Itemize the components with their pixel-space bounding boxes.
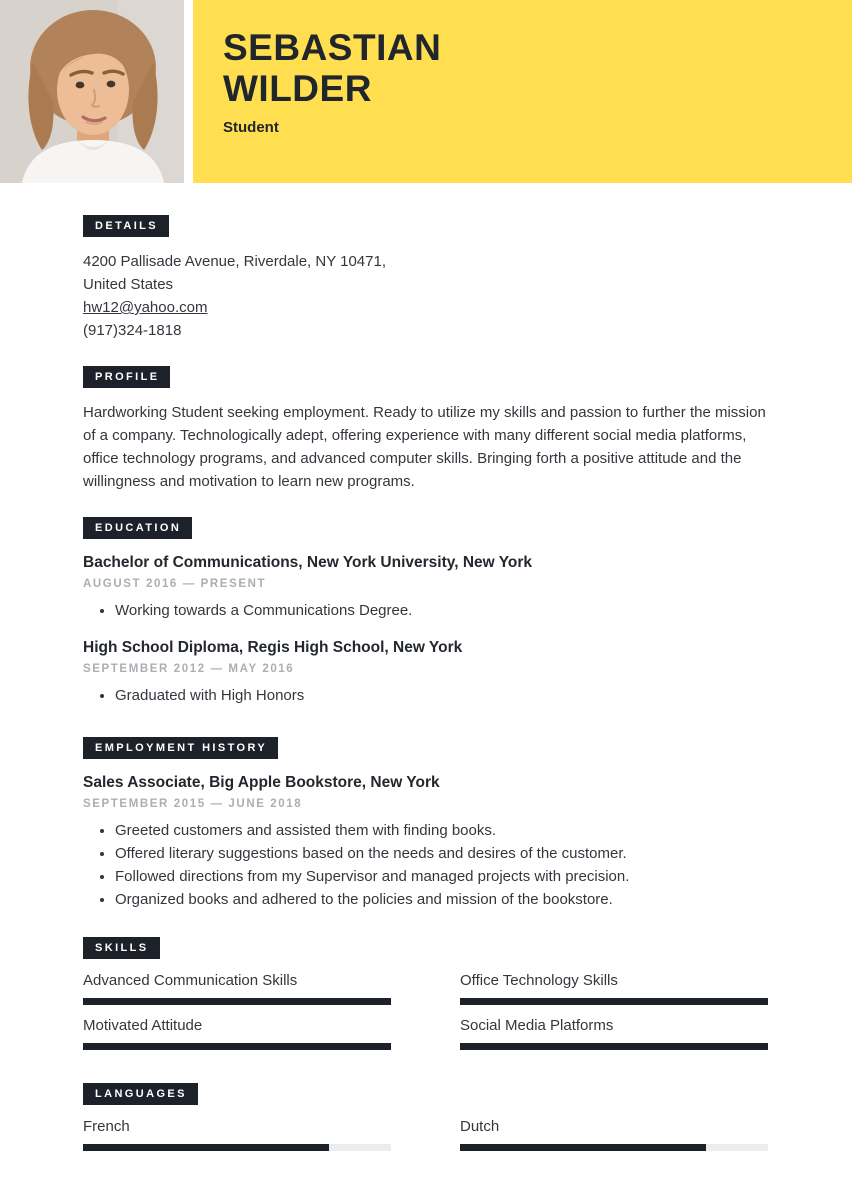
skill-level-bar — [460, 1043, 768, 1050]
skill-name: Social Media Platforms — [460, 1017, 614, 1034]
bullet-item: • Organized books and adhered to the policies and mission of the bookstore. — [115, 888, 768, 911]
skill-item — [460, 1017, 768, 1050]
candidate-name-line1: SEBASTIAN — [223, 27, 442, 68]
education-entry-title: Bachelor of Communications, New York University, New York — [83, 554, 533, 571]
language-name: Dutch — [460, 1118, 500, 1135]
education-entry-dates: SEPTEMBER 2012 — MAY 2016 — [83, 663, 295, 675]
section-languages — [83, 1083, 768, 1151]
bullet-item: • Working towards a Communications Degree. — [115, 599, 768, 622]
education-entry-bullets — [83, 684, 768, 707]
candidate-name-line2: WILDER — [223, 68, 372, 109]
bullet-item: • Graduated with High Honors — [115, 684, 768, 707]
education-section-label: EDUCATION — [83, 517, 192, 539]
education-entry-title: High School Diploma, Regis High School, New York — [83, 639, 463, 656]
section-profile — [83, 366, 768, 493]
language-item — [460, 1118, 768, 1151]
language-item — [83, 1118, 391, 1151]
languages-grid — [83, 1118, 768, 1151]
resume-header — [0, 0, 852, 183]
skill-item — [83, 972, 391, 1005]
section-skills — [83, 937, 768, 1050]
profile-summary: Hardworking Student seeking employment. Ready to utilize my skills and passion to further the mission of a company. Technologically adept, offering experience with many different social media platforms, office technology programs, and advanced computer skills. Bringing forth a positive attitude and the willingness and motivation to learn new programs. — [83, 404, 766, 490]
resume-body — [0, 215, 852, 1151]
skills-grid — [83, 972, 768, 1050]
section-employment-history — [83, 737, 768, 911]
education-entry-dates: AUGUST 2016 — PRESENT — [83, 578, 267, 590]
skill-name: Office Technology Skills — [460, 972, 618, 989]
profile-photo — [0, 0, 184, 183]
candidate-job-title: Student — [223, 119, 279, 136]
section-education — [83, 517, 768, 707]
skill-item — [460, 972, 768, 1005]
skills-section-label: SKILLS — [83, 937, 160, 959]
employment-entry-dates: SEPTEMBER 2015 — JUNE 2018 — [83, 798, 303, 810]
employment-section-label: EMPLOYMENT HISTORY — [83, 737, 278, 759]
skill-name: Motivated Attitude — [83, 1017, 203, 1034]
address-line-2: United States — [83, 276, 174, 293]
bullet-item: • Greeted customers and assisted them with finding books. — [115, 819, 768, 842]
skill-level-bar — [83, 998, 391, 1005]
section-details — [83, 215, 768, 342]
employment-entry-bullets — [83, 819, 768, 911]
skill-level-bar — [460, 998, 768, 1005]
language-level-bar — [83, 1144, 391, 1151]
employment-entry — [83, 772, 768, 911]
details-section-label: DETAILS — [83, 215, 169, 237]
skill-name: Advanced Communication Skills — [83, 972, 298, 989]
bullet-item: • Followed directions from my Supervisor and managed projects with precision. — [115, 865, 768, 888]
education-entry-bullets — [83, 599, 768, 622]
profile-section-label: PROFILE — [83, 366, 170, 388]
languages-section-label: LANGUAGES — [83, 1083, 198, 1105]
address-line-1: 4200 Pallisade Avenue, Riverdale, NY 10471, — [83, 253, 386, 270]
phone-number: (917)324-1818 — [83, 322, 182, 339]
candidate-name — [223, 27, 852, 109]
contact-info — [83, 250, 768, 342]
education-entry — [83, 637, 768, 707]
education-entry — [83, 552, 768, 622]
portrait-illustration — [0, 0, 184, 183]
language-level-bar — [460, 1144, 768, 1151]
skill-level-bar — [83, 1043, 391, 1050]
email-link[interactable]: hw12@yahoo.com — [83, 299, 208, 316]
skill-item — [83, 1017, 391, 1050]
bullet-item: • Offered literary suggestions based on the needs and desires of the customer. — [115, 842, 768, 865]
employment-entry-title: Sales Associate, Big Apple Bookstore, New York — [83, 774, 440, 791]
language-name: French — [83, 1118, 130, 1135]
header-accent-panel — [193, 0, 852, 183]
